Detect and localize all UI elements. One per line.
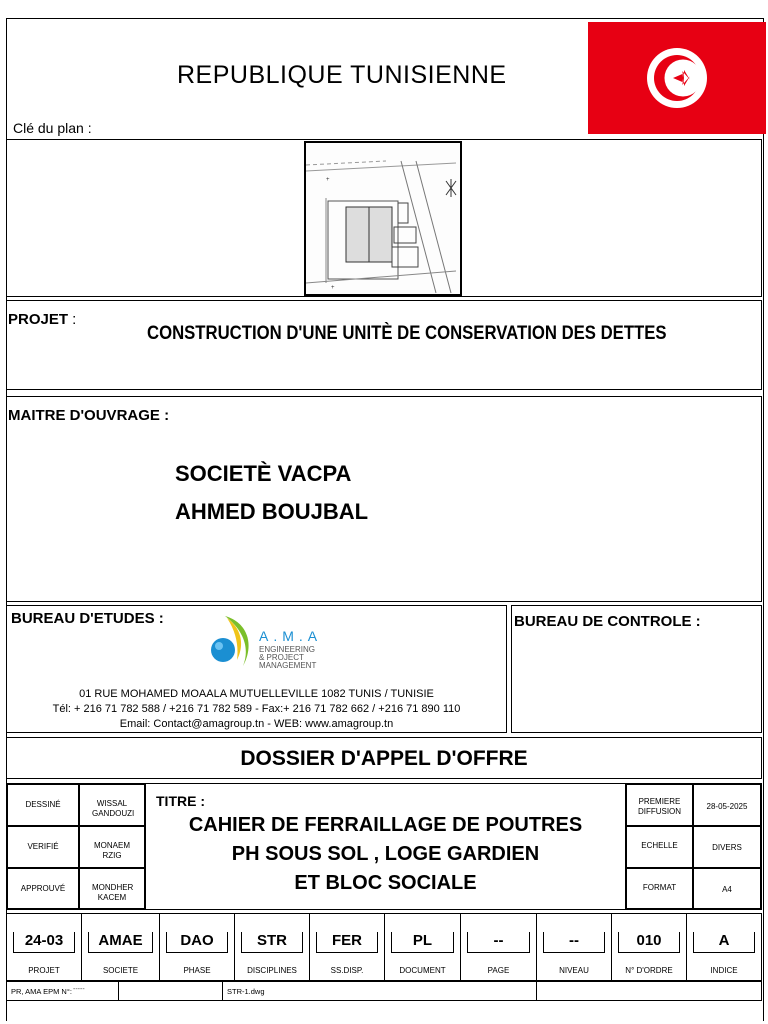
code-cell-societe — [82, 914, 160, 980]
code-cell-ssdisp — [310, 914, 385, 980]
bureau-controle-box — [511, 605, 762, 733]
name-cell-approuve — [79, 868, 145, 909]
code-label-phase: PHASE — [183, 966, 211, 975]
meta-label-cell-format — [626, 868, 693, 909]
maitre-ouvrage-box — [6, 396, 762, 602]
tunisia-flag — [588, 22, 766, 134]
meta-label-cell-diffusion — [626, 784, 693, 826]
titre-line1: CAHIER DE FERRAILLAGE DE POUTRES — [188, 814, 583, 836]
code-value-disciplines: STR — [241, 932, 303, 953]
plan-key-box — [6, 139, 762, 297]
country-title: REPUBLIQUE TUNISIENNE — [177, 61, 507, 89]
bureau-etudes-label: BUREAU D'ETUDES : — [11, 610, 164, 627]
meta-value-cell-format — [693, 868, 761, 909]
code-value-ordre: 010 — [618, 932, 680, 953]
svg-text:+: + — [331, 285, 335, 291]
code-label-societe: SOCIETE — [102, 966, 139, 975]
role-cell-verifie — [7, 826, 79, 868]
code-label-page: PAGE — [487, 966, 510, 975]
code-label-niveau: NIVEAU — [559, 966, 589, 975]
footer-file-cell — [223, 982, 537, 1000]
name-dessine: WISSAL GANDOUZI — [92, 799, 135, 818]
bureau-address: 01 RUE MOHAMED MOAALA MUTUELLEVILLE 1082 TUNIS / TUNISIE — [79, 688, 434, 700]
code-value-indice: A — [693, 932, 755, 953]
logo-sub3: MANAGEMENT — [259, 661, 317, 670]
code-cell-document — [385, 914, 461, 980]
projet-label: PROJET — [8, 311, 69, 328]
code-value-ssdisp: FER — [316, 932, 378, 953]
code-value-document: PL — [391, 932, 454, 953]
name-verifie: MONAEM RZIG — [94, 841, 130, 860]
code-label-projet: PROJET — [28, 966, 60, 975]
code-cell-phase — [160, 914, 235, 980]
meta-label-format: FORMAT — [642, 883, 677, 892]
titre-line3: ET BLOC SOCIALE — [294, 872, 477, 894]
meta-value-cell-echelle — [693, 826, 761, 868]
projet-colon: : — [68, 311, 77, 328]
code-label-ordre: N° D'ORDRE — [625, 966, 673, 975]
role-dessine: DESSINÉ — [25, 800, 61, 809]
code-value-projet: 24-03 — [13, 932, 75, 953]
code-cell-niveau — [537, 914, 612, 980]
cartouche-box — [6, 783, 762, 910]
meta-value-echelle: DIVERS — [712, 843, 742, 852]
maitre-ouvrage-label: MAITRE D'OUVRAGE : — [8, 407, 170, 424]
code-cell-indice — [687, 914, 761, 980]
bureau-etudes-box — [6, 605, 507, 733]
flag-emblem-icon — [588, 22, 766, 134]
site-plan-map — [304, 141, 462, 296]
bureau-web: Email: Contact@amagroup.tn - WEB: www.amagroup.tn — [119, 718, 394, 730]
code-value-niveau: -- — [543, 932, 605, 953]
code-label-ssdisp: SS.DISP. — [330, 966, 364, 975]
site-plan-icon — [306, 143, 460, 294]
role-cell-approuve — [7, 868, 79, 909]
bureau-controle-label: BUREAU DE CONTROLE : — [514, 613, 701, 630]
dossier-box — [6, 737, 762, 779]
role-cell-dessine — [7, 784, 79, 826]
code-cell-ordre — [612, 914, 687, 980]
code-strip — [6, 913, 762, 981]
code-label-indice: INDICE — [710, 966, 738, 975]
footer-row — [6, 981, 762, 1001]
name-cell-dessine — [79, 784, 145, 826]
name-cell-verifie — [79, 826, 145, 868]
meta-value-format: A4 — [722, 885, 732, 894]
maitre-ouvrage-person: AHMED BOUJBAL — [175, 499, 369, 524]
projet-title: CONSTRUCTION D'UNE UNITÈ DE CONSERVATION DES DETTES — [147, 323, 667, 344]
code-value-societe: AMAE — [88, 932, 153, 953]
footer-file: STR-1.dwg — [227, 987, 265, 996]
footer-ref-cell — [7, 982, 119, 1000]
logo-sub2: & PROJECT — [259, 653, 304, 662]
role-approuve: APPROUVÉ — [20, 884, 66, 893]
code-label-document: DOCUMENT — [399, 966, 446, 975]
svg-text:+: + — [326, 177, 330, 183]
dossier-title: DOSSIER D'APPEL D'OFFRE — [240, 747, 528, 770]
titre-label: TITRE : — [156, 793, 205, 809]
footer-empty-cell — [119, 982, 223, 1000]
code-cell-page — [461, 914, 537, 980]
code-label-disciplines: DISCIPLINES — [247, 966, 297, 975]
projet-label-wrap — [8, 311, 76, 328]
role-verifie: VERIFIÉ — [27, 842, 59, 851]
meta-label-diffusion: PREMIERE DIFFUSION — [637, 797, 682, 816]
titre-cell — [145, 784, 626, 909]
bureau-phones: Tél: + 216 71 782 588 / +216 71 782 589 - Fax:+ 216 71 782 662 / +216 71 890 110 — [52, 703, 461, 715]
plan-key-label: Clé du plan : — [13, 120, 92, 136]
name-approuve: MONDHER KACEM — [92, 883, 134, 902]
meta-value-cell-diffusion — [693, 784, 761, 826]
code-cell-disciplines — [235, 914, 310, 980]
ama-logo-icon — [205, 614, 261, 678]
meta-label-cell-echelle — [626, 826, 693, 868]
code-value-page: -- — [467, 932, 530, 953]
footer-ref-label: PR, AMA EPM N°: — [11, 987, 72, 996]
meta-value-diffusion: 28-05-2025 — [706, 802, 748, 811]
projet-box — [6, 300, 762, 390]
logo-name: A.M.A — [259, 628, 323, 644]
maitre-ouvrage-company: SOCIETÈ VACPA — [175, 461, 352, 486]
logo-sub1: ENGINEERING — [259, 645, 316, 654]
code-cell-projet — [7, 914, 82, 980]
footer-ref-value: ----- — [73, 986, 85, 993]
ama-logo — [205, 614, 345, 678]
titre-line2: PH SOUS SOL , LOGE GARDIEN — [231, 843, 540, 865]
code-value-phase: DAO — [166, 932, 228, 953]
meta-label-echelle: ECHELLE — [641, 841, 678, 850]
